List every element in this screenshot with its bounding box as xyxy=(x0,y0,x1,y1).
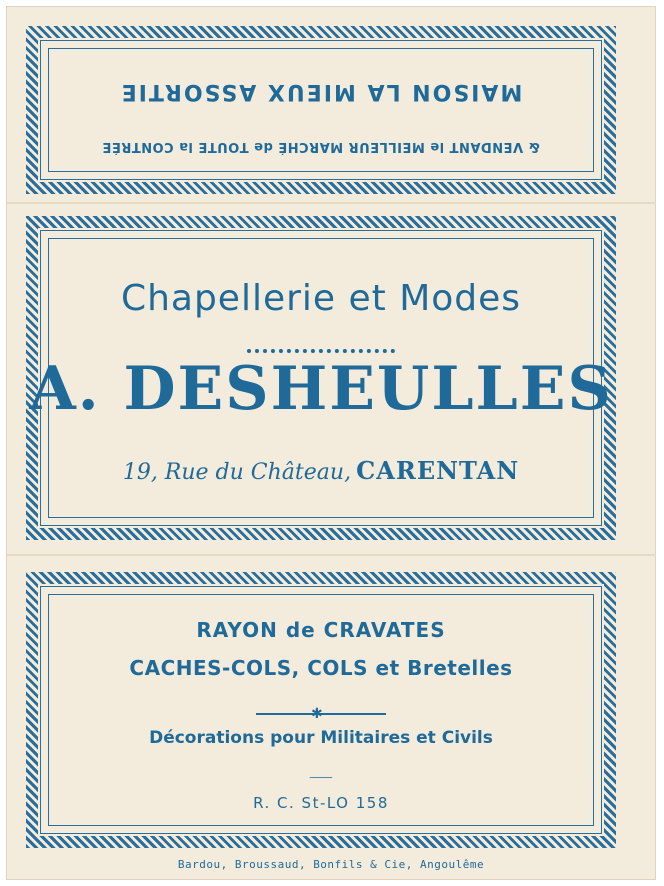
address-street: 19, Rue du Château, xyxy=(122,460,352,485)
trade-registry: R. C. St-LO 158 xyxy=(253,794,389,812)
products-line: CACHES-COLS, COLS et Bretelles xyxy=(129,656,513,680)
proprietor-name: A. DESHEULLES xyxy=(29,354,613,424)
printer-imprint: Bardou, Broussaud, Bonfils & Cie, Angoulême xyxy=(177,858,485,871)
address xyxy=(26,456,616,485)
decorations-line: Décorations pour Militaires et Civils xyxy=(149,728,493,748)
tagline-line-2: & VENDANT le MEILLEUR MARCHÉ de TOUTE la CONTRÉE xyxy=(102,139,540,154)
business-card xyxy=(6,6,656,880)
bottom-panel xyxy=(26,572,616,848)
tagline-line-1: MAISON LA MIEUX ASSORTIE xyxy=(119,79,523,104)
small-ornament-icon: ⸺ xyxy=(309,769,333,785)
ornament-separator: ✱ xyxy=(26,700,616,719)
top-panel xyxy=(26,26,616,194)
shop-title: Chapellerie et Modes xyxy=(120,278,522,319)
middle-panel xyxy=(26,216,616,540)
fold-line-top xyxy=(6,202,656,204)
address-city: CARENTAN xyxy=(356,456,520,485)
fold-line-bottom xyxy=(6,554,656,556)
ties-department: RAYON de CRAVATES xyxy=(196,618,446,642)
